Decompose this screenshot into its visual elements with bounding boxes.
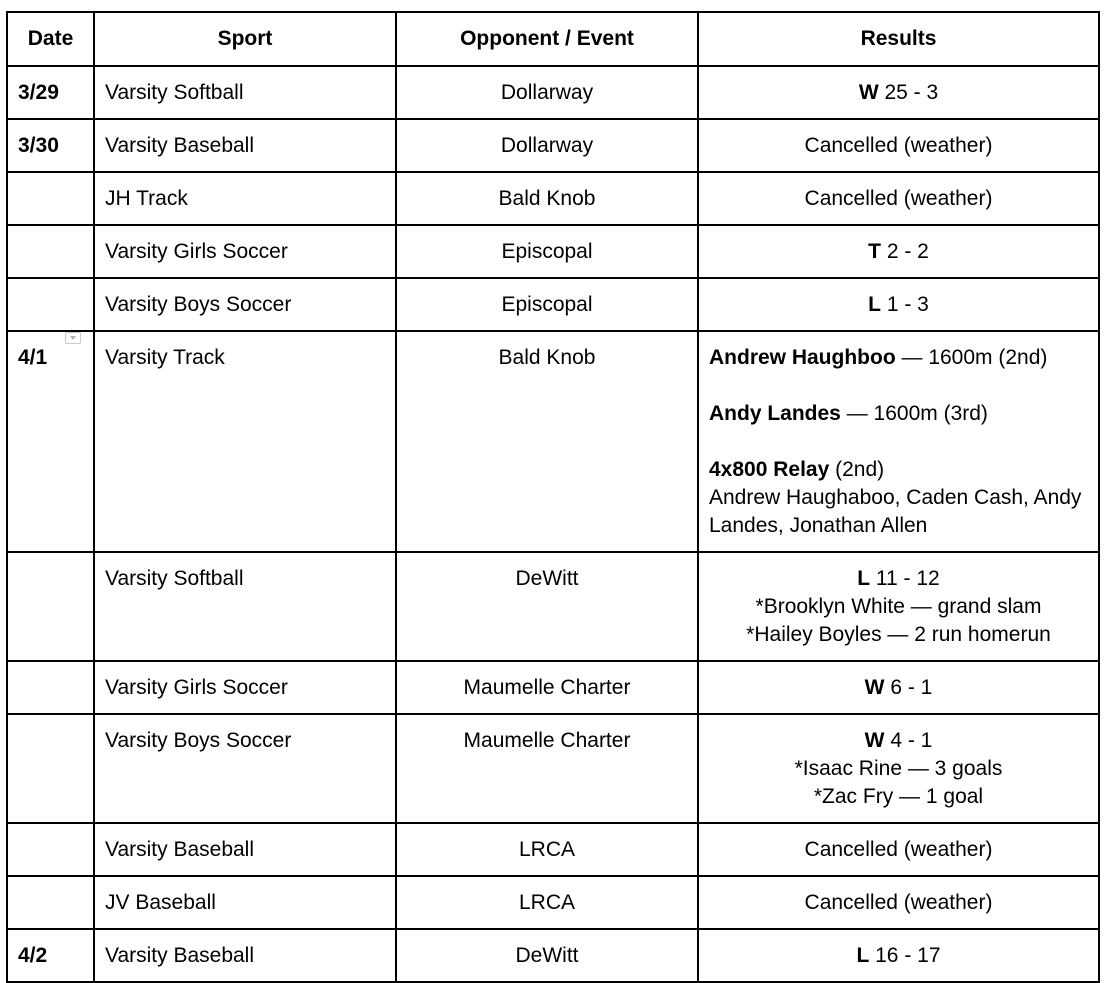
header-results[interactable]: Results xyxy=(698,12,1099,66)
result-cell[interactable]: Cancelled (weather) xyxy=(698,119,1099,172)
sport-cell[interactable]: Varsity Softball xyxy=(94,66,396,119)
relay-name: 4x800 Relay xyxy=(709,458,830,481)
score-text: 1 - 3 xyxy=(880,293,929,316)
opponent-cell[interactable]: Maumelle Charter xyxy=(396,714,698,823)
result-note: *Zac Fry — 1 goal xyxy=(813,785,984,808)
outcome-letter: W xyxy=(864,676,885,699)
date-cell[interactable] xyxy=(7,225,94,278)
result-cell[interactable] xyxy=(698,225,1099,278)
date-cell[interactable] xyxy=(7,278,94,331)
athlete-name: Andrew Haughboo xyxy=(709,346,896,369)
date-cell[interactable] xyxy=(7,661,94,714)
sport-cell[interactable]: Varsity Baseball xyxy=(94,929,396,982)
track-result xyxy=(709,400,1088,428)
opponent-cell[interactable]: Dollarway xyxy=(396,119,698,172)
result-cell[interactable]: Cancelled (weather) xyxy=(698,876,1099,929)
results-table xyxy=(6,11,1100,983)
result-cell[interactable] xyxy=(698,331,1099,552)
opponent-cell[interactable]: LRCA xyxy=(396,823,698,876)
opponent-cell[interactable]: Episcopal xyxy=(396,278,698,331)
opponent-cell[interactable]: Episcopal xyxy=(396,225,698,278)
table-row xyxy=(7,119,1099,172)
result-note: *Hailey Boyles — 2 run homerun xyxy=(746,623,1051,646)
table-row xyxy=(7,661,1099,714)
table-row xyxy=(7,929,1099,982)
table-row xyxy=(7,172,1099,225)
sport-cell[interactable]: Varsity Girls Soccer xyxy=(94,661,396,714)
outcome-letter: L xyxy=(868,293,881,316)
score-text: 2 - 2 xyxy=(880,240,929,263)
relay-members: Andrew Haughaboo, Caden Cash, Andy Landes, Jonathan Allen xyxy=(709,486,1082,537)
opponent-cell[interactable]: Bald Knob xyxy=(396,172,698,225)
outcome-letter: W xyxy=(858,81,879,104)
sport-cell[interactable]: Varsity Track xyxy=(94,331,396,552)
opponent-cell[interactable]: DeWitt xyxy=(396,552,698,661)
header-opponent[interactable]: Opponent / Event xyxy=(396,12,698,66)
table-row xyxy=(7,823,1099,876)
header-date[interactable]: Date xyxy=(7,12,94,66)
date-cell[interactable] xyxy=(7,876,94,929)
outcome-letter: T xyxy=(868,240,881,263)
result-cell[interactable]: Cancelled (weather) xyxy=(698,172,1099,225)
header-sport[interactable]: Sport xyxy=(94,12,396,66)
outcome-letter: L xyxy=(857,567,871,590)
sport-cell[interactable]: Varsity Boys Soccer xyxy=(94,714,396,823)
score-line xyxy=(709,727,1088,755)
date-cell[interactable] xyxy=(7,172,94,225)
result-cell[interactable] xyxy=(698,929,1099,982)
date-cell[interactable] xyxy=(7,823,94,876)
date-cell[interactable] xyxy=(7,552,94,661)
result-cell[interactable] xyxy=(698,714,1099,823)
score-text: 25 - 3 xyxy=(878,81,939,104)
table-row xyxy=(7,714,1099,823)
date-cell[interactable]: 3/30 xyxy=(7,119,94,172)
score-text: 11 - 12 xyxy=(870,567,940,590)
result-cell[interactable] xyxy=(698,66,1099,119)
table-row xyxy=(7,66,1099,119)
sport-cell[interactable]: JV Baseball xyxy=(94,876,396,929)
date-cell[interactable] xyxy=(7,331,94,552)
date-cell[interactable]: 4/2 xyxy=(7,929,94,982)
date-cell[interactable] xyxy=(7,714,94,823)
opponent-cell[interactable]: DeWitt xyxy=(396,929,698,982)
chevron-down-icon[interactable] xyxy=(65,332,81,344)
track-detail: — 1600m (2nd) xyxy=(895,346,1048,369)
opponent-cell[interactable]: Bald Knob xyxy=(396,331,698,552)
opponent-cell[interactable]: LRCA xyxy=(396,876,698,929)
date-cell[interactable]: 3/29 xyxy=(7,66,94,119)
score-line xyxy=(709,565,1088,593)
opponent-cell[interactable]: Dollarway xyxy=(396,66,698,119)
sport-cell[interactable]: Varsity Girls Soccer xyxy=(94,225,396,278)
table-row xyxy=(7,225,1099,278)
result-note: *Brooklyn White — grand slam xyxy=(755,595,1042,618)
athlete-name: Andy Landes xyxy=(709,402,841,425)
result-cell[interactable] xyxy=(698,278,1099,331)
sport-cell[interactable]: Varsity Boys Soccer xyxy=(94,278,396,331)
result-cell[interactable] xyxy=(698,661,1099,714)
date-text: 4/1 xyxy=(18,346,48,369)
result-note: *Isaac Rine — 3 goals xyxy=(794,757,1003,780)
table-row xyxy=(7,876,1099,929)
table-row xyxy=(7,331,1099,552)
outcome-letter: L xyxy=(856,944,870,967)
score-text: 4 - 1 xyxy=(884,729,933,752)
result-cell[interactable] xyxy=(698,552,1099,661)
outcome-letter: W xyxy=(864,729,885,752)
sport-cell[interactable]: Varsity Baseball xyxy=(94,823,396,876)
result-cell[interactable]: Cancelled (weather) xyxy=(698,823,1099,876)
score-text: 16 - 17 xyxy=(869,944,941,967)
sport-cell[interactable]: Varsity Baseball xyxy=(94,119,396,172)
table-row xyxy=(7,278,1099,331)
track-detail: (2nd) xyxy=(829,458,885,481)
header-row xyxy=(7,12,1099,66)
track-result xyxy=(709,456,1088,540)
score-text: 6 - 1 xyxy=(884,676,933,699)
opponent-cell[interactable]: Maumelle Charter xyxy=(396,661,698,714)
track-detail: — 1600m (3rd) xyxy=(840,402,988,425)
sport-cell[interactable]: JH Track xyxy=(94,172,396,225)
track-result xyxy=(709,344,1088,372)
sport-cell[interactable]: Varsity Softball xyxy=(94,552,396,661)
table-row xyxy=(7,552,1099,661)
